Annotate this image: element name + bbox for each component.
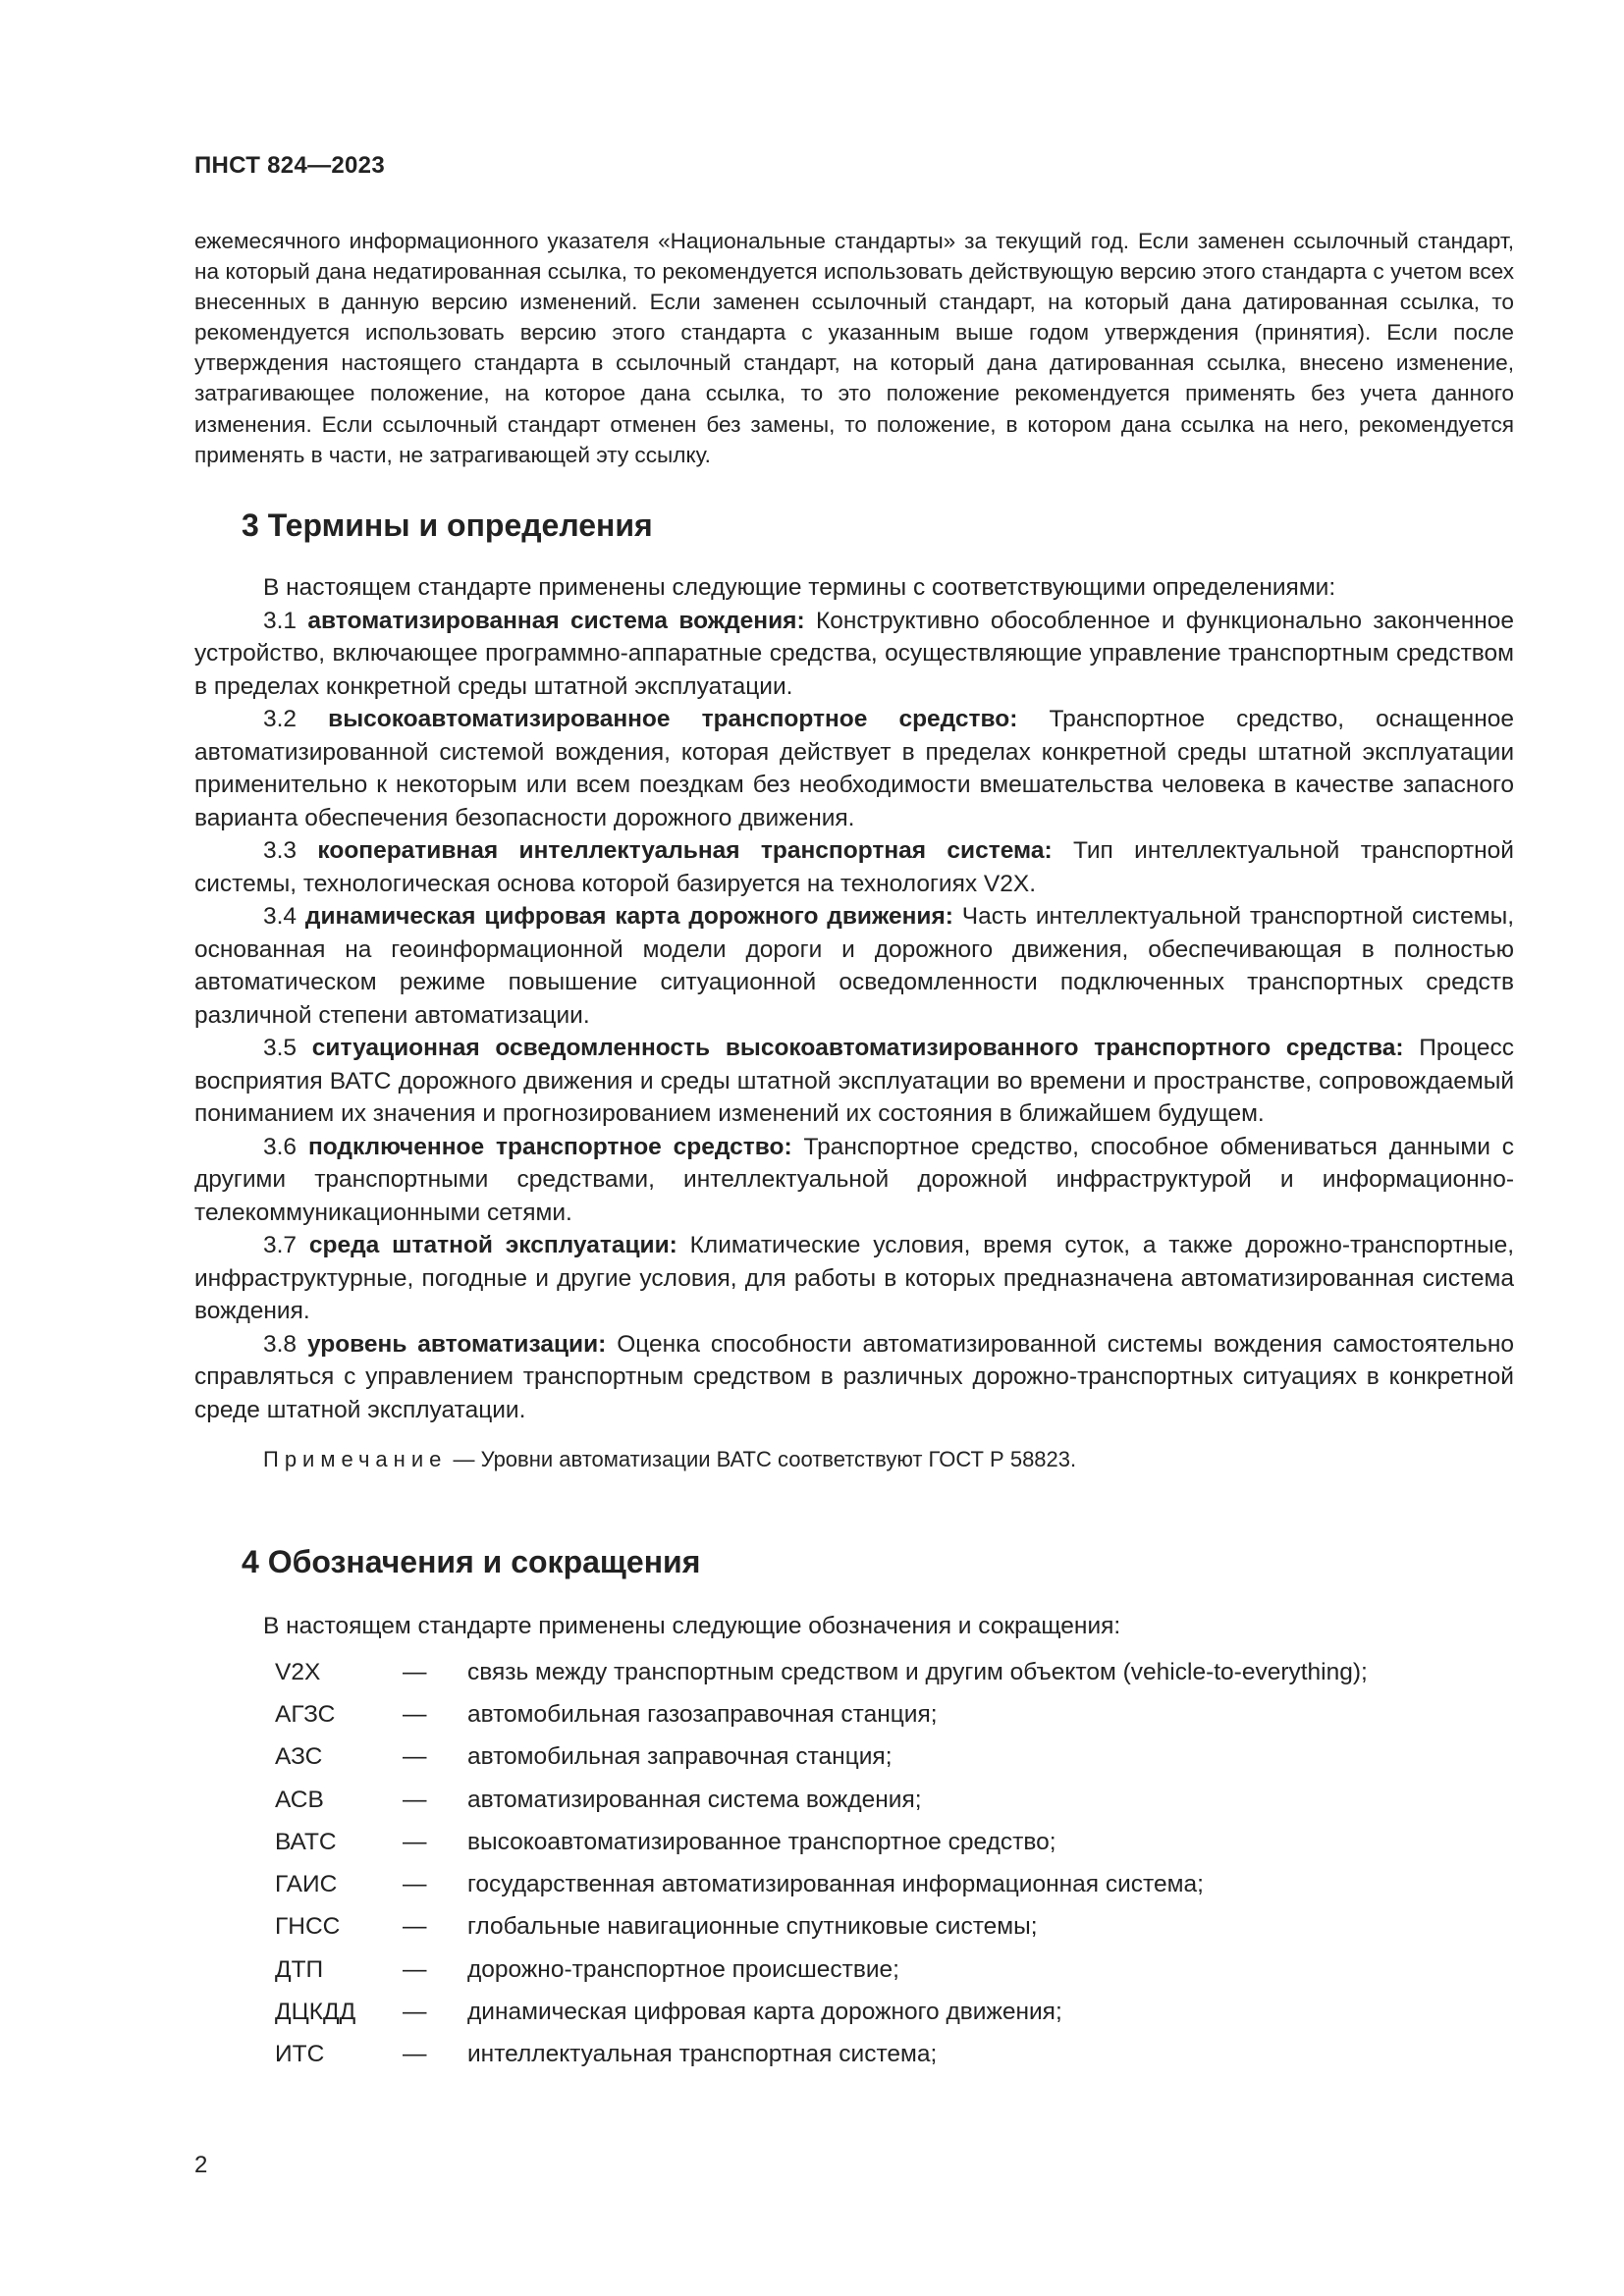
section-4-title: 4 Обозначения и сокращения bbox=[242, 1544, 701, 1579]
abbreviation-dash: — bbox=[403, 1828, 427, 1855]
abbreviation-dash: — bbox=[403, 1743, 427, 1771]
term-name: среда штатной эксплуатации: bbox=[308, 1232, 677, 1258]
section-abbreviations bbox=[194, 1542, 1514, 2076]
term-number: 3.8 bbox=[263, 1330, 298, 1358]
term-definition: Часть интеллектуальной транспортной системы, основанная на геоинформационной модели дороги и дорожного движения, обеспечивающая в полностью автоматическом режиме повышение ситуационной осведомленности подключенных транспортных средств различной степени автоматизации. bbox=[194, 903, 1515, 1029]
intro-paragraph bbox=[194, 226, 1514, 470]
abbreviation-code: ВАТС bbox=[275, 1828, 337, 1855]
term-entry bbox=[194, 1229, 1514, 1328]
section-4-intro: В настоящем стандарте применены следующие обозначения и сокращения: bbox=[263, 1613, 1121, 1639]
abbreviation-code: V2X bbox=[275, 1658, 321, 1685]
abbreviation-definition: автомобильная заправочная станция; bbox=[467, 1743, 893, 1771]
abbreviation-row bbox=[194, 1991, 1514, 2033]
term-number: 3.3 bbox=[263, 837, 298, 864]
abbreviation-row bbox=[194, 1736, 1514, 1779]
abbreviation-row bbox=[194, 1949, 1514, 1991]
term-number: 3.4 bbox=[263, 903, 298, 930]
abbreviation-dash: — bbox=[403, 1913, 427, 1941]
term-name: динамическая цифровая карта дорожного движения: bbox=[304, 903, 953, 930]
abbreviation-dash: — bbox=[403, 1786, 427, 1813]
term-name: уровень автоматизации: bbox=[306, 1330, 607, 1358]
document-code: ПНСТ 824—2023 bbox=[194, 152, 385, 179]
abbreviation-code: ГАИС bbox=[275, 1871, 338, 1898]
abbreviation-code: ГНСС bbox=[275, 1913, 341, 1941]
abbreviation-row bbox=[194, 1821, 1514, 1863]
term-number: 3.7 bbox=[263, 1232, 298, 1258]
page-number: 2 bbox=[194, 2152, 208, 2178]
term-entry bbox=[194, 834, 1514, 900]
term-definition: Конструктивно обособленное и функционально законченное устройство, включающее программно-аппаратные средства, осуществляющие управление транспортным средством в пределах конкретной среды штатной эксплуатации. bbox=[194, 607, 1515, 700]
abbreviation-dash: — bbox=[403, 1999, 427, 2026]
abbreviation-code: АГЗС bbox=[275, 1700, 336, 1728]
term-entry bbox=[194, 1032, 1514, 1131]
abbreviation-definition: интеллектуальная транспортная система; bbox=[467, 2041, 938, 2068]
term-entry bbox=[194, 605, 1514, 704]
term-definition: Тип интеллектуальной транспортной системы, технологическая основа которой базируется на технологиях V2X. bbox=[194, 837, 1514, 897]
term-entry bbox=[194, 1131, 1514, 1230]
term-name: высокоавтоматизированное транспортное средство: bbox=[328, 706, 1018, 732]
term-name: кооперативная интеллектуальная транспортная система: bbox=[317, 837, 1053, 864]
note-label: Примечание bbox=[263, 1447, 448, 1471]
abbreviation-dash: — bbox=[403, 1871, 427, 1898]
intro-paragraph-text: ежемесячного информационного указателя «Национальные стандарты» за текущий год. Если заменен ссылочный стандарт, на который дана недатированная ссылка, то рекомендуется использовать действующую версию этого стандарта с учетом всех внесенных в данную версию изменений. Если заменен ссылочный стандарт, на который дана датированная ссылка, то рекомендуется использовать версию этого стандарта с указанным выше годом утверждения (принятия). Если после утверждения настоящего стандарта в ссылочный стандарт, на который дана датированная ссылка, внесено изменение, затрагивающее положение, на которое дана ссылка, то это положение рекомендуется применять без учета данного изменения. Если ссылочный стандарт отменен без замены, то положение, в котором дана ссылка на него, рекомендуется применять в части, не затрагивающей эту ссылку. bbox=[194, 229, 1514, 467]
abbreviation-definition: дорожно-транспортное происшествие; bbox=[467, 1955, 899, 1983]
abbreviation-row bbox=[194, 1779, 1514, 1821]
term-entry bbox=[194, 900, 1514, 1032]
abbreviation-row bbox=[194, 1693, 1514, 1735]
term-number: 3.2 bbox=[263, 706, 298, 732]
abbreviation-definition: глобальные навигационные спутниковые системы; bbox=[467, 1913, 1038, 1941]
term-number: 3.1 bbox=[263, 607, 298, 634]
abbreviation-code: АЗС bbox=[275, 1743, 323, 1771]
abbreviation-row bbox=[194, 2034, 1514, 2076]
abbreviation-list bbox=[194, 1651, 1514, 2076]
abbreviation-row bbox=[194, 1651, 1514, 1693]
section-3-intro: В настоящем стандарте применены следующие термины с соответствующими определениями: bbox=[263, 574, 1336, 601]
note-text: — Уровни автоматизации ВАТС соответствуют ГОСТ Р 58823. bbox=[453, 1447, 1077, 1471]
term-name: подключенное транспортное средство: bbox=[307, 1133, 792, 1160]
abbreviation-definition: высокоавтоматизированное транспортное средство; bbox=[467, 1828, 1056, 1855]
abbreviation-code: ИТС bbox=[275, 2041, 325, 2068]
note bbox=[194, 1444, 1514, 1474]
abbreviation-definition: автомобильная газозаправочная станция; bbox=[467, 1700, 938, 1728]
abbreviation-definition: автоматизированная система вождения; bbox=[467, 1786, 922, 1813]
term-definition: Транспортное средство, оснащенное автоматизированной системой вождения, которая действует в пределах конкретной среды штатной эксплуатации применительно к некоторым или всем поездкам без необходимости вмешательства человека в качестве запасного варианта обеспечения безопасности дорожного движения. bbox=[194, 706, 1514, 831]
term-name: автоматизированная система вождения: bbox=[307, 607, 805, 634]
section-3-body bbox=[194, 571, 1514, 1426]
abbreviation-code: АСВ bbox=[275, 1786, 324, 1813]
term-entry bbox=[194, 703, 1514, 834]
abbreviation-definition: динамическая цифровая карта дорожного движения; bbox=[467, 1999, 1062, 2026]
term-entry bbox=[194, 1328, 1514, 1427]
abbreviation-code: ДТП bbox=[275, 1955, 324, 1983]
abbreviation-dash: — bbox=[403, 1955, 427, 1983]
term-definition: Процесс восприятия ВАТС дорожного движения и среды штатной эксплуатации во времени и пространстве, сопровождаемый пониманием их значения и прогнозированием изменений их состояния в ближайшем будущем. bbox=[194, 1035, 1514, 1127]
section-3-title: 3 Термины и определения bbox=[242, 507, 653, 543]
section-terms bbox=[194, 506, 1514, 1474]
abbreviation-dash: — bbox=[403, 2041, 427, 2068]
abbreviation-code: ДЦКДД bbox=[275, 1999, 356, 2026]
abbreviation-row bbox=[194, 1863, 1514, 1905]
term-definition: Оценка способности автоматизированной системы вождения самостоятельно справляться с управлением транспортным средством в различных дорожно-транспортных ситуациях в конкретной среде штатной эксплуатации. bbox=[194, 1330, 1515, 1423]
term-name: ситуационная осведомленность высокоавтоматизированного транспортного средства: bbox=[311, 1035, 1404, 1061]
abbreviation-definition: связь между транспортным средством и другим объектом (vehicle-to-everything); bbox=[467, 1658, 1368, 1685]
abbreviation-definition: государственная автоматизированная информационная система; bbox=[467, 1871, 1204, 1898]
term-definition: Климатические условия, время суток, а также дорожно-транспортные, инфраструктурные, погодные и другие условия, для работы в которых предназначена автоматизированная система вождения. bbox=[194, 1232, 1515, 1324]
abbreviation-row bbox=[194, 1906, 1514, 1949]
term-number: 3.6 bbox=[263, 1133, 298, 1160]
abbreviation-dash: — bbox=[403, 1700, 427, 1728]
abbreviation-dash: — bbox=[403, 1658, 427, 1685]
term-number: 3.5 bbox=[263, 1035, 298, 1061]
term-definition: Транспортное средство, способное обмениваться данными с другими транспортными средствами, интеллектуальной дорожной инфраструктурой и информационно-телекоммуникационными сетями. bbox=[194, 1133, 1515, 1226]
